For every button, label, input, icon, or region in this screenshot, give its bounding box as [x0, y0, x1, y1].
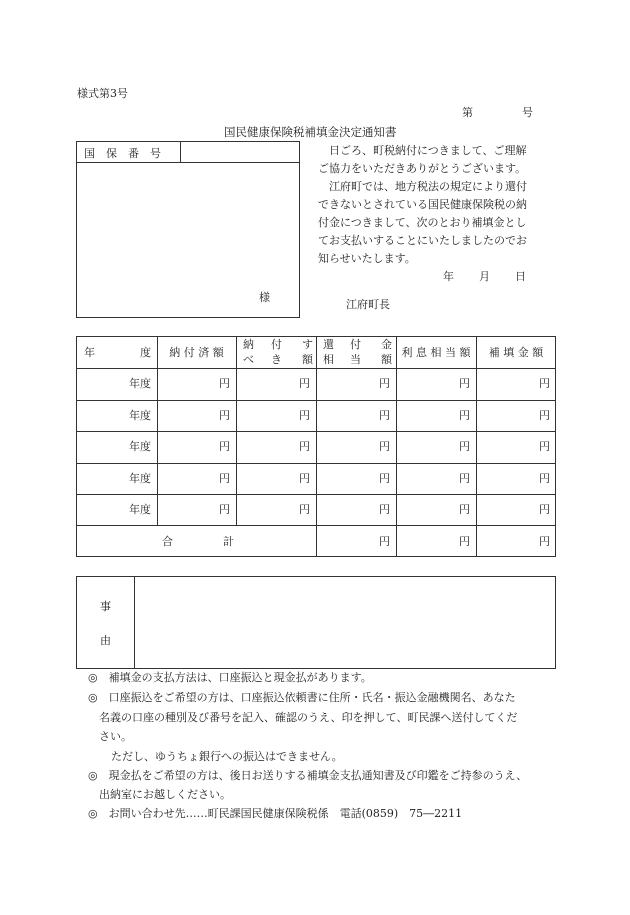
- row-paid: 円: [219, 409, 230, 422]
- note-yucho-exception: ただし、ゆうちょ銀行への振込はできません。: [111, 750, 343, 763]
- header-year-left: 年: [84, 346, 95, 359]
- header-refund: 付: [350, 338, 361, 351]
- header-payable: べ: [243, 353, 254, 366]
- total-label: 合: [162, 535, 173, 548]
- row-paid: 円: [219, 472, 230, 485]
- row-year: 年度: [129, 440, 151, 453]
- note-cash-payment: ◎ 現金払をご希望の方は、後日お送りする補填金支払通知書及び印鑑をご持参のうえ、: [88, 769, 528, 782]
- row-year: 年度: [129, 409, 151, 422]
- doc-number-suffix: 号: [522, 106, 533, 119]
- row-payable: 円: [299, 409, 310, 422]
- date-day: 日: [515, 270, 526, 283]
- reason-field[interactable]: [138, 580, 552, 665]
- greeting-line: 日ごろ、町税納付につきまして、ご理解: [318, 144, 527, 157]
- row-payable: 円: [299, 377, 310, 390]
- row-refund: 円: [379, 377, 390, 390]
- table-column-rule: [396, 336, 397, 557]
- greeting-line: てお支払いすることにいたしましたのでお: [318, 234, 527, 247]
- row-paid: 円: [219, 440, 230, 453]
- row-paid: 円: [219, 377, 230, 390]
- header-refund: 額: [381, 353, 392, 366]
- row-paid: 円: [219, 503, 230, 516]
- row-compensation: 円: [539, 503, 550, 516]
- table-column-rule: [157, 336, 158, 526]
- header-compensation: 補 填 金 額: [488, 346, 544, 359]
- row-compensation: 円: [539, 472, 550, 485]
- greeting-line: ご協力をいただきありがとうございます。: [318, 162, 527, 175]
- row-payable: 円: [299, 503, 310, 516]
- header-payable: き: [271, 353, 282, 366]
- row-interest: 円: [459, 409, 470, 422]
- row-interest: 円: [459, 503, 470, 516]
- doc-number-prefix: 第: [462, 106, 473, 119]
- sender-name: 江府町長: [346, 298, 390, 311]
- date-month: 月: [479, 270, 490, 283]
- insurance-number-label: 国 保 番 号: [84, 147, 161, 160]
- header-payable: す: [302, 338, 313, 351]
- row-refund: 円: [379, 440, 390, 453]
- header-refund: 還: [323, 338, 334, 351]
- table-column-rule: [316, 336, 317, 557]
- recipient-number-divider: [180, 141, 181, 163]
- row-refund: 円: [379, 409, 390, 422]
- reason-label: 事: [100, 600, 111, 613]
- note-bank-transfer: さい。: [99, 730, 132, 743]
- table-column-rule: [236, 336, 237, 526]
- row-refund: 円: [379, 472, 390, 485]
- row-interest: 円: [459, 472, 470, 485]
- note-contact: ◎ お問い合わせ先……町民課国民健康保険税係 電話(0859) 75―2211: [88, 807, 463, 820]
- insurance-number-field[interactable]: [183, 143, 297, 160]
- note-cash-payment: 出納室にお越しください。: [99, 788, 231, 801]
- row-payable: 円: [299, 440, 310, 453]
- table-column-rule: [476, 336, 477, 557]
- form-number: 様式第3号: [77, 87, 128, 100]
- greeting-line: できないとされている国民健康保険税の納: [318, 198, 527, 211]
- header-paid: 納 付 済 額: [169, 346, 224, 359]
- greeting-line: 江府町では、地方税法の規定により還付: [318, 180, 527, 193]
- recipient-divider: [76, 162, 300, 163]
- reason-label: 由: [100, 634, 111, 647]
- header-payable: 付: [271, 338, 282, 351]
- row-year: 年度: [129, 472, 151, 485]
- greeting-line: 付金につきまして、次のとおり補填金とし: [318, 216, 527, 229]
- row-compensation: 円: [539, 440, 550, 453]
- header-payable: 額: [302, 353, 313, 366]
- row-interest: 円: [459, 377, 470, 390]
- recipient-name-area[interactable]: [82, 166, 294, 286]
- total-refund: 円: [379, 535, 390, 548]
- greeting-paragraph: [318, 142, 527, 268]
- honorific-sama: 様: [259, 291, 270, 304]
- row-compensation: 円: [539, 377, 550, 390]
- row-payable: 円: [299, 472, 310, 485]
- header-refund: 相: [323, 353, 334, 366]
- note-bank-transfer: 名義の口座の種別及び番号を記入、確認のうえ、印を押して、町民課へ送付してくだ: [99, 711, 518, 724]
- row-interest: 円: [459, 440, 470, 453]
- document-title: 国民健康保険税補填金決定通知書: [224, 125, 397, 139]
- row-year: 年度: [129, 503, 151, 516]
- header-refund: 金: [381, 338, 392, 351]
- total-compensation: 円: [539, 535, 550, 548]
- row-compensation: 円: [539, 409, 550, 422]
- header-payable: 納: [243, 338, 254, 351]
- note-bank-transfer: ◎ 口座振込をご希望の方は、口座振込依頼書に住所・氏名・振込金融機関名、あなた: [88, 691, 516, 704]
- total-label: 計: [223, 535, 234, 548]
- note-payment-methods: ◎ 補填金の支払方法は、口座振込と現金払があります。: [88, 671, 372, 684]
- reason-divider: [134, 576, 135, 669]
- total-interest: 円: [459, 535, 470, 548]
- header-interest: 利 息 相 当 額: [401, 346, 471, 359]
- header-year-right: 度: [140, 346, 151, 359]
- greeting-line: 知らせいたします。: [318, 252, 416, 265]
- date-year: 年: [443, 270, 454, 283]
- row-year: 年度: [129, 377, 151, 390]
- header-refund: 当: [350, 353, 361, 366]
- row-refund: 円: [379, 503, 390, 516]
